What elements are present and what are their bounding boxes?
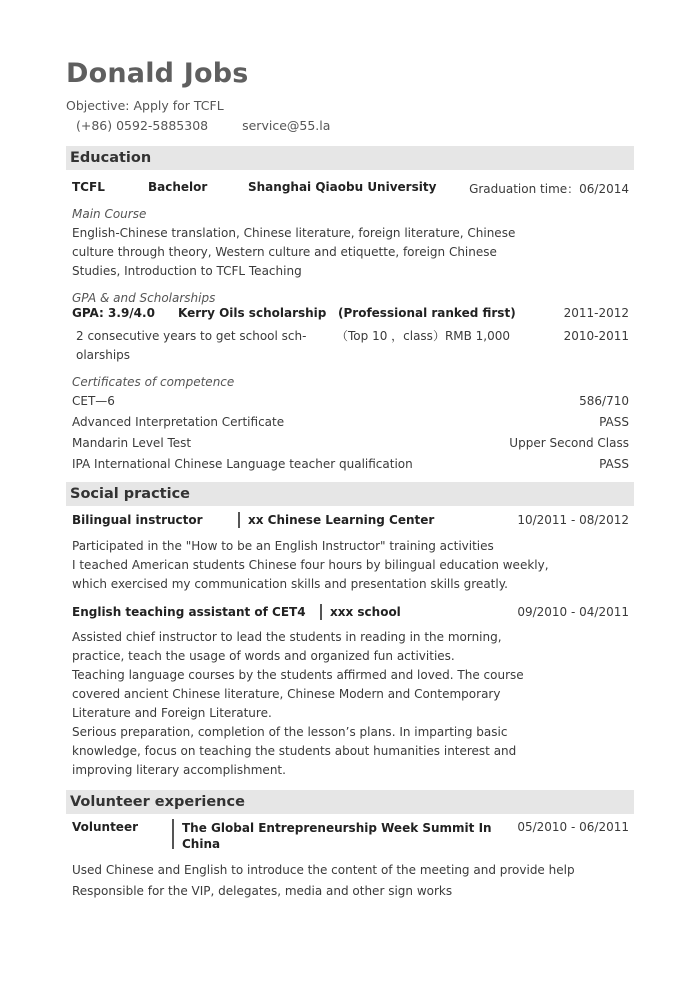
job-description-line: knowledge, focus on teaching the students about humanities interest and [72,744,517,758]
volunteer-role: Volunteer [72,820,139,834]
candidate-name: Donald Jobs [66,58,249,89]
job-description-line: covered ancient Chinese literature, Chinese Modern and Contemporary [72,687,501,701]
school-scholarship-detail: （Top 10 ，class）RMB 1,000 [336,329,511,343]
education-title: Education [70,150,152,166]
gpa-value: GPA: 3.9/4.0 [72,306,155,320]
volunteer-description-line: Used Chinese and English to introduce the content of the meeting and provide help [72,863,575,877]
job-description-line: Literature and Foreign Literature. [72,706,272,720]
gpa-row [72,306,629,322]
job-header [72,605,629,623]
certificate-result: 586/710 [579,394,629,408]
job-description-line: Participated in the "How to be an English Instructor" training activities [72,539,494,553]
job-description-line: practice, teach the usage of words and organized fun activities. [72,649,455,663]
main-course-line: culture through theory, Western culture and etiquette, foreign Chinese [72,245,497,259]
graduation-time: Graduation time：06/2014 [469,182,629,196]
volunteer-description [72,860,629,902]
main-course-line: English-Chinese translation, Chinese literature, foreign literature, Chinese [72,226,516,240]
job-description [72,628,629,780]
job-header [72,513,629,531]
school-name: Shanghai Qiaobu University [248,180,437,194]
social-practice-section-header [66,482,634,506]
degree-program: TCFL [72,180,105,194]
degree-type: Bachelor [148,180,208,194]
job-organization: xxx school [330,605,401,619]
job-description-line: Serious preparation, completion of the lesson’s plans. In imparting basic [72,725,508,739]
separator [320,604,322,620]
volunteer-organization [182,820,492,852]
certificate-result: Upper Second Class [509,436,629,450]
job-description [72,537,629,594]
job-description-line: improving literary accomplishment. [72,763,286,777]
job-dates: 10/2011 - 08/2012 [517,513,629,527]
certificate-result: PASS [599,457,629,471]
contact-info [76,118,330,133]
volunteer-organization-line: China [182,837,221,851]
main-course-line: Studies, Introduction to TCFL Teaching [72,264,302,278]
separator [172,819,174,849]
scholarship-years: 2011-2012 [563,306,629,320]
job-description-line: I teached American students Chinese four hours by bilingual education weekly, [72,558,549,572]
volunteer-dates: 05/2010 - 06/2011 [517,820,629,834]
main-course-label: Main Course [72,207,147,221]
certificate-name: CET—6 [72,394,115,408]
job-dates: 09/2010 - 04/2011 [517,605,629,619]
certificates-list [72,394,629,478]
scholarship-name: Kerry Oils scholarship [178,306,327,320]
school-scholarship-text [76,327,306,365]
email-address: service@55.la [242,118,331,133]
separator [238,512,240,528]
school-scholarship-line: olarships [76,348,131,362]
certificate-name: Mandarin Level Test [72,436,192,450]
job-description-line: Teaching language courses by the students affirmed and loved. The course [72,668,524,682]
certificate-item [72,415,629,435]
job-description-line: Assisted chief instructor to lead the students in reading in the morning, [72,630,502,644]
volunteer-header [72,820,629,854]
certificate-name: IPA International Chinese Language teacher qualification [72,457,413,471]
education-section-header [66,146,634,170]
job-organization: xx Chinese Learning Center [248,513,435,527]
certificate-item [72,394,629,414]
phone-number: (+86) 0592-5885308 [76,118,209,133]
certificate-item [72,457,629,477]
degree-row [72,180,629,196]
volunteer-organization-line: The Global Entrepreneurship Week Summit In [182,821,492,835]
certificate-result: PASS [599,415,629,429]
job-role: Bilingual instructor [72,513,203,527]
main-course-list [72,224,629,281]
certificates-label: Certificates of competence [72,375,235,389]
volunteer-description-line: Responsible for the VIP, delegates, media and other sign works [72,884,453,898]
social-practice-title: Social practice [70,486,191,502]
gpa-label: GPA & and Scholarships [72,291,216,305]
certificate-item [72,436,629,456]
school-scholarship-years: 2010-2011 [563,329,629,343]
volunteer-title: Volunteer experience [70,794,245,810]
certificate-name: Advanced Interpretation Certificate [72,415,285,429]
school-scholarship-row [72,327,629,367]
school-scholarship-line: 2 consecutive years to get school sch- [76,329,307,343]
volunteer-section-header [66,790,634,814]
scholarship-rank: (Professional ranked first) [338,306,516,320]
objective: Objective: Apply for TCFL [66,98,224,113]
job-description-line: which exercised my communication skills and presentation skills greatly. [72,577,508,591]
job-role: English teaching assistant of CET4 [72,605,306,619]
